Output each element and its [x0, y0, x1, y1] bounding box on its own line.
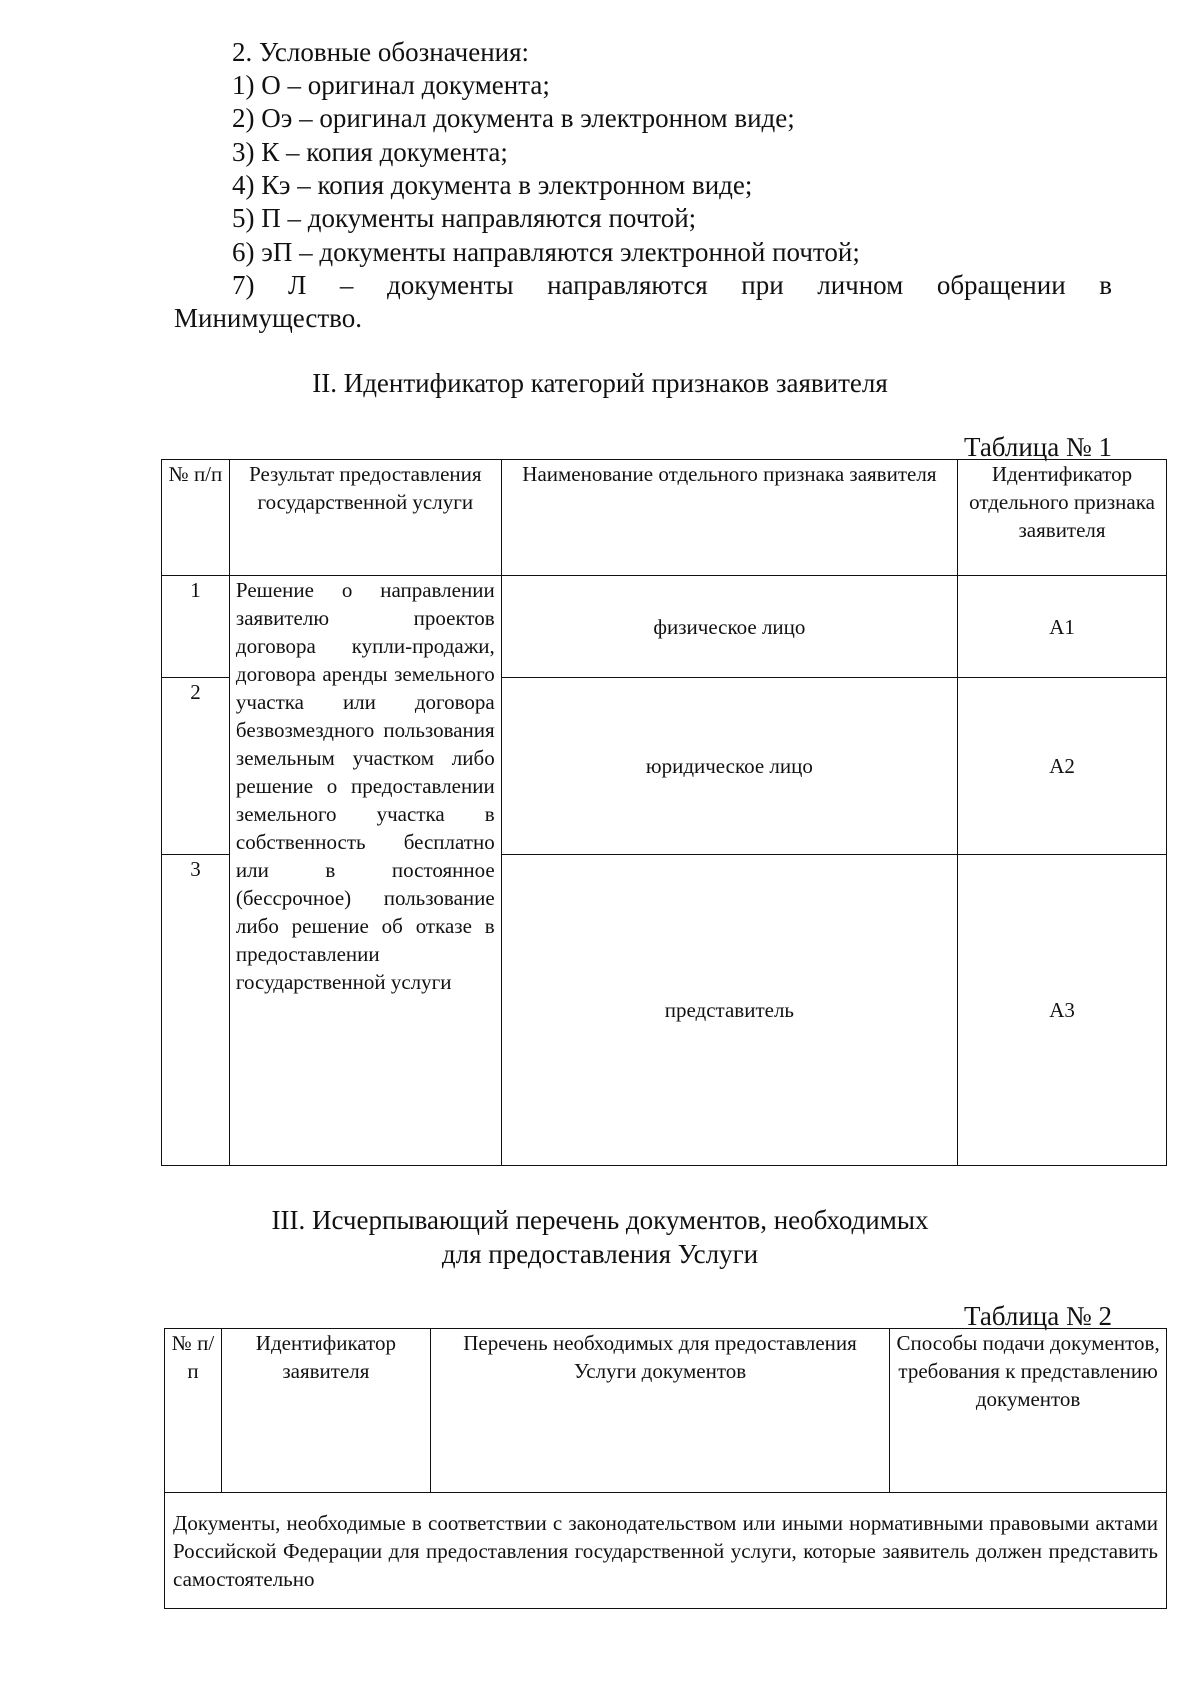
section-3-title-line-1: III. Исчерпывающий перечень документов, необходимых [271, 1205, 929, 1235]
header-documents-list: Перечень необходимых для предоставления Услуги документов [430, 1329, 889, 1493]
table-1-caption: Таблица № 1 [964, 432, 1112, 462]
convention-item-7-word: личном [817, 270, 904, 300]
convention-item-7-word: при [741, 270, 784, 300]
conventions-heading: 2. Условные обозначения: [232, 37, 530, 67]
table-1-header-row [162, 460, 1167, 576]
header-id: Идентификатор отдельного признака заявителя [958, 460, 1167, 576]
span-row-text: Документы, необходимые в соответствии с законодательством или иными нормативными правовыми актами Российской Федерации для предоставления государственной услуги, которые заявитель должен представить самостоятельно [165, 1493, 1167, 1609]
header-result: Результат предоставления государственной услуги [229, 460, 501, 576]
convention-item-7-word: – [339, 270, 354, 300]
section-2-title: II. Идентификатор категорий признаков заявителя [312, 368, 888, 398]
table-row [162, 576, 1167, 678]
convention-item-1: 1) О – оригинал документа; [232, 70, 550, 100]
convention-item-7-word: обращении [936, 270, 1066, 300]
convention-item-3: 3) К – копия документа; [232, 137, 508, 167]
convention-item-2: 2) Оэ – оригинал документа в электронном виде; [232, 103, 795, 133]
applicant-id: А1 [958, 576, 1167, 678]
applicant-type: представитель [501, 855, 957, 1166]
applicant-type: физическое лицо [501, 576, 957, 678]
convention-item-7-word: Л [288, 270, 307, 300]
result-cell: Решение о направлении заявителю проектов договора купли-продажи, договора аренды земельного участка или договора безвозмездного пользования земельным участком либо решение о предоставлении земельного участка в собственность бесплатно или в постоянное (бессрочное) пользование либо решение об отказе в предоставлении государственной услуги [229, 576, 501, 1166]
row-num: 3 [162, 855, 230, 1166]
row-num: 1 [162, 576, 230, 678]
header-num: № п/п [165, 1329, 222, 1493]
header-submission-methods: Способы подачи документов, требования к представлению документов [890, 1329, 1167, 1493]
applicant-id: А3 [958, 855, 1167, 1166]
applicant-id: А2 [958, 678, 1167, 855]
convention-item-6: 6) эП – документы направляются электронной почтой; [232, 237, 860, 267]
convention-item-7-word: в [1099, 270, 1112, 300]
convention-item-7-line [232, 269, 1112, 301]
table-1 [161, 459, 1167, 1166]
convention-item-7-word: 7) [232, 270, 255, 300]
table-2-caption: Таблица № 2 [964, 1301, 1112, 1331]
table-2-span-row [165, 1493, 1167, 1609]
convention-item-7-word: направляются [547, 270, 708, 300]
convention-item-7-word: документы [386, 270, 514, 300]
convention-item-5: 5) П – документы направляются почтой; [232, 203, 697, 233]
table-2-header-row [165, 1329, 1167, 1493]
convention-item-7-tail: Минимущество. [174, 303, 362, 333]
row-num: 2 [162, 678, 230, 855]
table-2 [164, 1328, 1167, 1609]
header-applicant-id: Идентификатор заявителя [221, 1329, 430, 1493]
header-name: Наименование отдельного признака заявителя [501, 460, 957, 576]
header-num: № п/п [162, 460, 230, 576]
section-3-title-line-2: для предоставления Услуги [441, 1239, 759, 1269]
convention-item-4: 4) Кэ – копия документа в электронном виде; [232, 170, 753, 200]
applicant-type: юридическое лицо [501, 678, 957, 855]
